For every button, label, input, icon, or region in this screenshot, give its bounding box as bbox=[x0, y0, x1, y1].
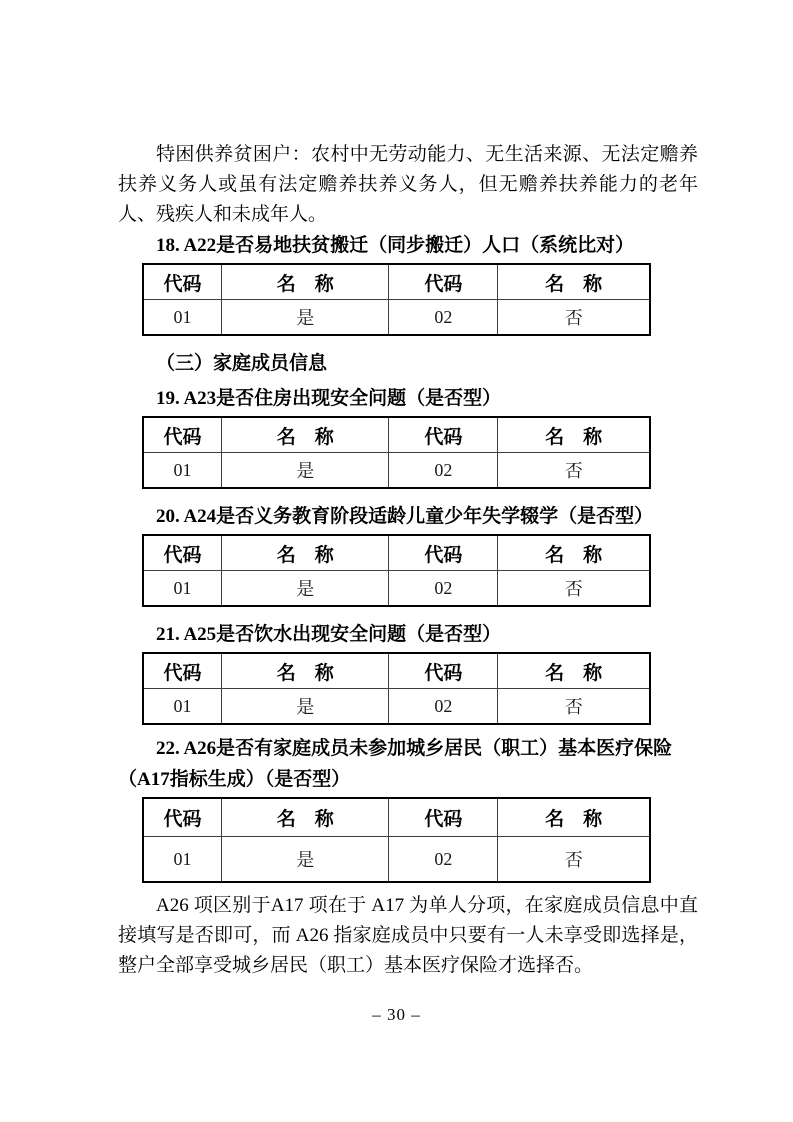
code-header-cell: 代码 bbox=[389, 264, 498, 300]
code-header-cell: 代码 bbox=[143, 535, 222, 571]
question-19-heading: 19. A23是否住房出现安全问题（是否型） bbox=[156, 388, 502, 409]
name-cell: 是 bbox=[222, 689, 389, 725]
name-cell: 否 bbox=[498, 837, 650, 883]
question-22-heading-line1: 22. A26是否有家庭成员未参加城乡居民（职工）基本医疗保险 bbox=[156, 738, 673, 759]
name-cell: 否 bbox=[498, 453, 650, 489]
name-header-cell: 名 称 bbox=[498, 417, 650, 453]
a26-note-paragraph: A26 项区别于A17 项在于 A17 为单人分项，在家庭成员信息中直接填写是否即可，而 A26 指家庭成员中只要有一人未享受即选择是，整户全部享受城乡居民（职工）基本医疗保险才选择否。 bbox=[118, 895, 698, 976]
code-header-cell: 代码 bbox=[389, 653, 498, 689]
code-header-cell: 代码 bbox=[389, 417, 498, 453]
question-18-heading: 18. A22是否易地扶贫搬迁（同步搬迁）人口（系统比对） bbox=[156, 235, 635, 256]
question-19-code-table bbox=[142, 416, 651, 489]
table-header-row bbox=[143, 535, 650, 571]
code-cell: 01 bbox=[143, 300, 222, 336]
code-header-cell: 代码 bbox=[143, 417, 222, 453]
code-header-cell: 代码 bbox=[143, 264, 222, 300]
table-data-row bbox=[143, 837, 650, 883]
table-header-row bbox=[143, 653, 650, 689]
name-header-cell: 名 称 bbox=[222, 264, 389, 300]
code-cell: 02 bbox=[389, 837, 498, 883]
code-cell: 02 bbox=[389, 300, 498, 336]
table-data-row bbox=[143, 300, 650, 336]
question-21-code-table bbox=[142, 652, 651, 725]
name-header-cell: 名 称 bbox=[222, 535, 389, 571]
intro-paragraph: 特困供养贫困户：农村中无劳动能力、无生活来源、无法定赡养扶养义务人或虽有法定赡养扶养义务人，但无赡养扶养能力的老年人、残疾人和未成年人。 bbox=[118, 144, 698, 225]
code-header-cell: 代码 bbox=[389, 535, 498, 571]
table-data-row bbox=[143, 571, 650, 607]
name-header-cell: 名 称 bbox=[222, 653, 389, 689]
code-cell: 01 bbox=[143, 453, 222, 489]
code-cell: 01 bbox=[143, 689, 222, 725]
question-20-code-table bbox=[142, 534, 651, 607]
page-number: – 30 – bbox=[372, 1005, 421, 1024]
name-header-cell: 名 称 bbox=[222, 417, 389, 453]
name-cell: 是 bbox=[222, 300, 389, 336]
table-data-row bbox=[143, 453, 650, 489]
code-cell: 01 bbox=[143, 837, 222, 883]
name-cell: 是 bbox=[222, 837, 389, 883]
name-cell: 否 bbox=[498, 571, 650, 607]
question-18-code-table bbox=[142, 263, 651, 336]
question-22-heading bbox=[118, 733, 698, 795]
name-header-cell: 名 称 bbox=[498, 535, 650, 571]
code-cell: 02 bbox=[389, 571, 498, 607]
name-header-cell: 名 称 bbox=[498, 653, 650, 689]
question-21-heading: 21. A25是否饮水出现安全问题（是否型） bbox=[156, 624, 502, 645]
name-header-cell: 名 称 bbox=[222, 798, 389, 837]
code-cell: 02 bbox=[389, 453, 498, 489]
family-section-heading: （三）家庭成员信息 bbox=[156, 353, 328, 374]
table-data-row bbox=[143, 689, 650, 725]
code-cell: 01 bbox=[143, 571, 222, 607]
name-cell: 是 bbox=[222, 571, 389, 607]
name-cell: 否 bbox=[498, 689, 650, 725]
table-header-row bbox=[143, 417, 650, 453]
table-header-row bbox=[143, 798, 650, 837]
question-22-heading-line2: （A17指标生成）（是否型） bbox=[118, 769, 351, 790]
question-20-heading: 20. A24是否义务教育阶段适龄儿童少年失学辍学（是否型） bbox=[156, 506, 654, 527]
name-cell: 否 bbox=[498, 300, 650, 336]
name-cell: 是 bbox=[222, 453, 389, 489]
table-header-row bbox=[143, 264, 650, 300]
name-header-cell: 名 称 bbox=[498, 264, 650, 300]
code-header-cell: 代码 bbox=[143, 653, 222, 689]
name-header-cell: 名 称 bbox=[498, 798, 650, 837]
question-22-code-table bbox=[142, 797, 651, 883]
code-header-cell: 代码 bbox=[389, 798, 498, 837]
page-content bbox=[118, 140, 698, 981]
code-cell: 02 bbox=[389, 689, 498, 725]
code-header-cell: 代码 bbox=[143, 798, 222, 837]
